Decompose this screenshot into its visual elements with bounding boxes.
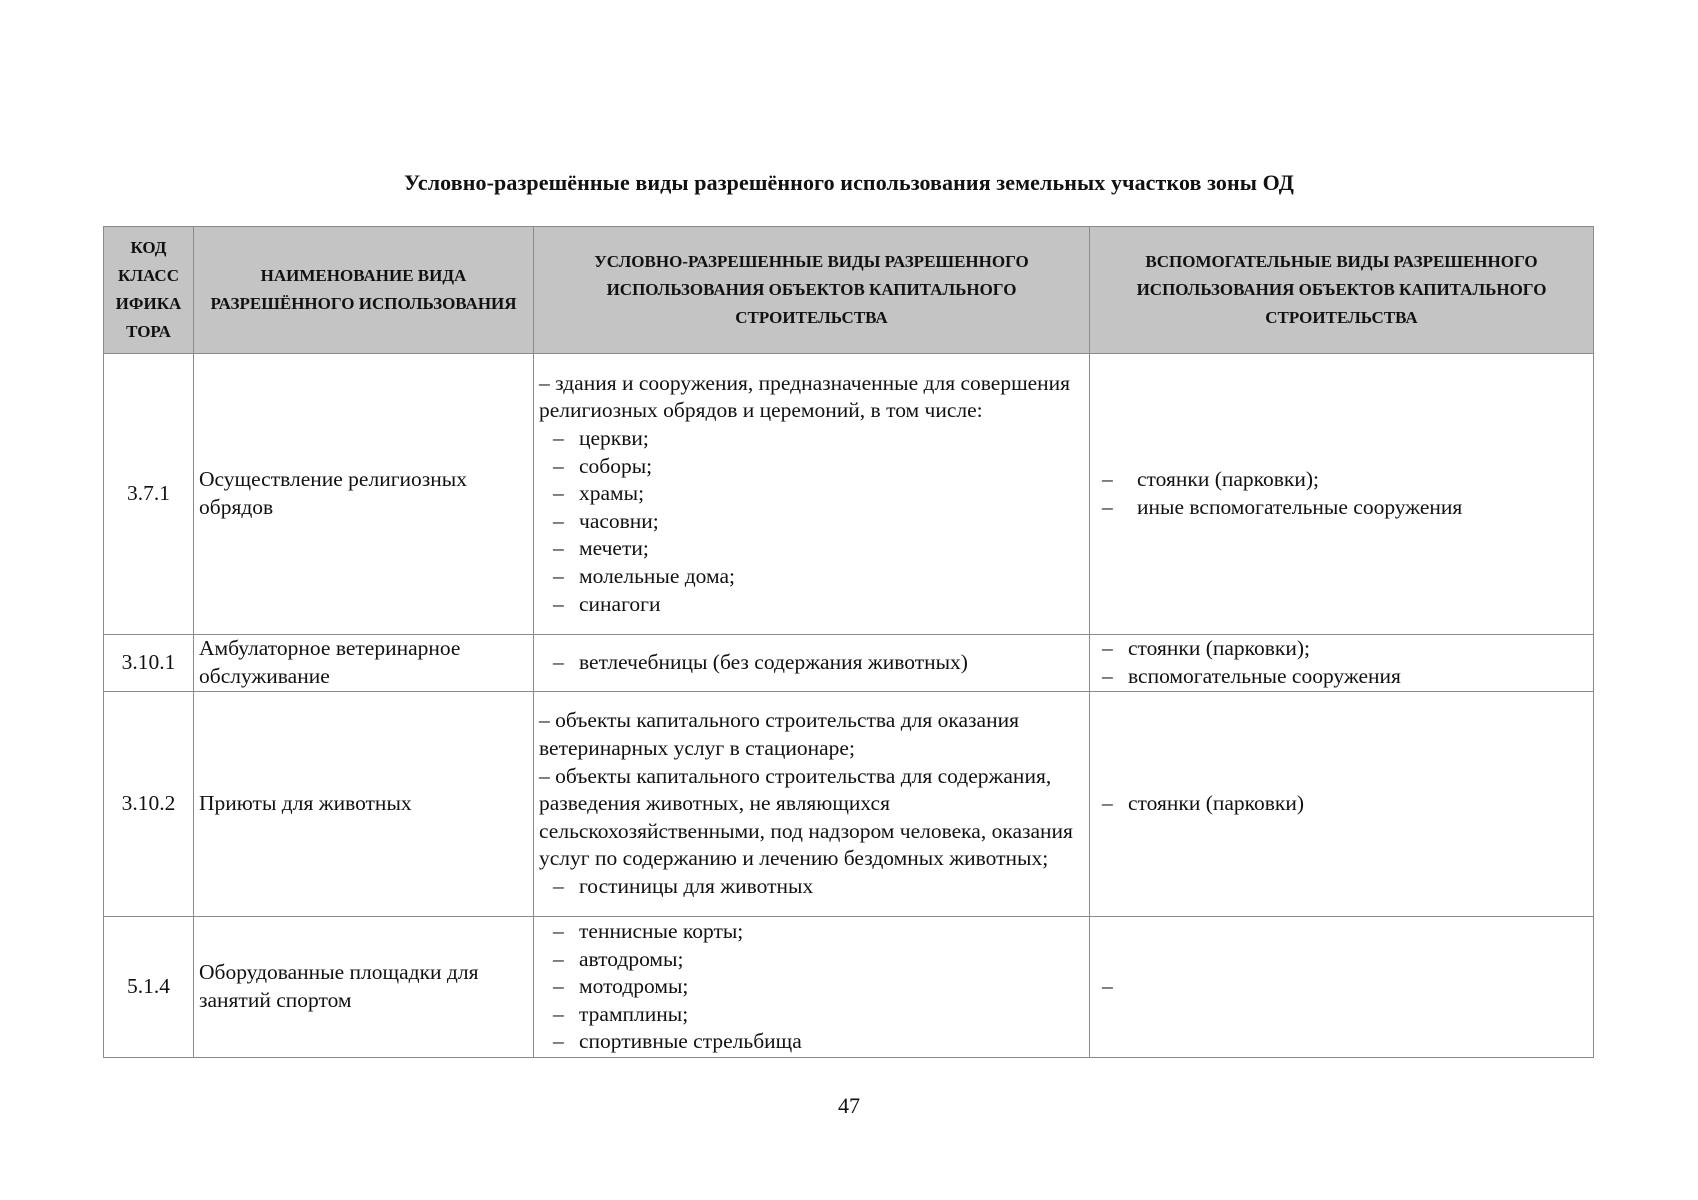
- list-item: [1095, 973, 1588, 1001]
- list-item-text: автодромы;: [579, 946, 684, 971]
- use-name-cell: Амбулаторное ветеринарное обслуживание: [194, 635, 534, 692]
- list-item-text: часовни;: [579, 508, 659, 533]
- code-cell: 3.7.1: [104, 354, 194, 635]
- dash-marker: –: [553, 919, 564, 944]
- table-row: [104, 917, 1594, 1058]
- auxiliary-uses-cell: [1090, 917, 1594, 1058]
- conditional-uses-cell: [534, 635, 1090, 692]
- list-item-text: стоянки (парковки): [1128, 791, 1305, 816]
- list-item: – здания и сооружения, предназначенные для совершения религиозных обрядов и церемоний, в том числе:: [539, 370, 1071, 423]
- list-item: [539, 563, 1084, 591]
- use-name-cell: Осуществление религиозных обрядов: [194, 354, 534, 635]
- list-item: [539, 453, 1084, 481]
- dash-marker: –: [553, 1001, 564, 1026]
- use-name-cell: Приюты для животных: [194, 692, 534, 917]
- list-item: [539, 1001, 1084, 1029]
- table-header-row: [104, 227, 1594, 354]
- list-item-text: ветлечебницы (без содержания животных): [579, 650, 968, 675]
- list-item: [539, 873, 1084, 901]
- list-item: [539, 973, 1084, 1001]
- dash-marker: –: [553, 481, 564, 506]
- dash-marker: –: [553, 508, 564, 533]
- dash-marker: –: [1102, 495, 1113, 519]
- list-item-text: церкви;: [579, 426, 649, 451]
- list-item: [539, 946, 1084, 974]
- auxiliary-uses-cell: [1090, 354, 1594, 635]
- list-item-text: храмы;: [579, 481, 645, 506]
- list-item: [1095, 663, 1588, 691]
- dash-marker: –: [553, 453, 564, 478]
- dash-marker: –: [553, 591, 564, 616]
- code-cell: 5.1.4: [104, 917, 194, 1058]
- list-item: [539, 425, 1084, 453]
- list-item-text: стоянки (парковки);: [1128, 636, 1311, 661]
- header-auxiliary: ВСПОМОГАТЕЛЬНЫЕ ВИДЫ РАЗРЕШЕННОГО ИСПОЛЬЗОВАНИЯ ОБЪЕКТОВ КАПИТАЛЬНОГО СТРОИТЕЛЬСТВА: [1090, 227, 1594, 354]
- dash-marker: –: [1102, 664, 1113, 688]
- list-item-text: мотодромы;: [579, 974, 689, 999]
- dash-marker: –: [553, 536, 564, 561]
- list-item: [1095, 635, 1588, 663]
- dash-marker: –: [553, 1029, 564, 1054]
- page-title: Условно-разрешённые виды разрешённого использования земельных участков зоны ОД: [404, 170, 1294, 195]
- dash-marker: –: [553, 563, 564, 588]
- list-item: [539, 480, 1084, 508]
- list-item: [1095, 494, 1588, 522]
- header-code: КОД КЛАСС ИФИКА ТОРА: [104, 227, 194, 354]
- dash-marker: –: [1102, 791, 1113, 816]
- list-item: [539, 591, 1084, 619]
- dash-marker: –: [553, 873, 564, 898]
- list-item-text: стоянки (парковки);: [1137, 467, 1320, 492]
- list-item-text: трамплины;: [579, 1001, 689, 1026]
- conditional-uses-cell: [534, 354, 1090, 635]
- list-item: [539, 535, 1084, 563]
- dash-marker: –: [553, 426, 564, 451]
- auxiliary-uses-cell: [1090, 635, 1594, 692]
- list-item-text: иные вспомогательные сооружения: [1137, 495, 1463, 519]
- list-item-text: соборы;: [579, 453, 653, 478]
- list-item: – объекты капитального строительства для оказания ветеринарных услуг в стационаре;: [539, 708, 1019, 761]
- list-item-text: вспомогательные сооружения: [1128, 664, 1401, 688]
- code-cell: 3.10.1: [104, 635, 194, 692]
- use-name-cell: Оборудованные площадки для занятий спортом: [194, 917, 534, 1058]
- list-item-text: мечети;: [579, 536, 649, 561]
- list-item: – объекты капитального строительства для содержания, разведения животных, не являющихся сельскохозяйственными, под надзором человека, оказания услуг по содержанию и лечению бездомных животных;: [539, 763, 1073, 871]
- conditional-uses-cell: [534, 692, 1090, 917]
- list-item-text: синагоги: [579, 591, 661, 616]
- table-row: [104, 354, 1594, 635]
- list-item: [539, 1028, 1084, 1056]
- list-item: [539, 508, 1084, 536]
- list-item: [539, 649, 1084, 677]
- zoning-table: [103, 226, 1594, 1058]
- code-cell: 3.10.2: [104, 692, 194, 917]
- header-name: НАИМЕНОВАНИЕ ВИДА РАЗРЕШЁННОГО ИСПОЛЬЗОВАНИЯ: [194, 227, 534, 354]
- list-item: [1095, 466, 1588, 494]
- dash-marker: –: [553, 650, 564, 675]
- dash-marker: –: [1102, 974, 1113, 999]
- list-item-text: молельные дома;: [579, 563, 736, 588]
- list-item-text: спортивные стрельбища: [579, 1029, 802, 1054]
- dash-marker: –: [1102, 467, 1113, 492]
- auxiliary-uses-cell: [1090, 692, 1594, 917]
- table-row: [104, 692, 1594, 917]
- dash-marker: –: [553, 946, 564, 971]
- conditional-uses-cell: [534, 917, 1090, 1058]
- header-conditional: УСЛОВНО-РАЗРЕШЕННЫЕ ВИДЫ РАЗРЕШЕННОГО ИСПОЛЬЗОВАНИЯ ОБЪЕКТОВ КАПИТАЛЬНОГО СТРОИТЕЛЬСТВА: [534, 227, 1090, 354]
- list-item-text: теннисные корты;: [579, 919, 744, 944]
- list-item-text: гостиницы для животных: [579, 873, 814, 898]
- list-item: [1095, 790, 1588, 818]
- list-item: [539, 918, 1084, 946]
- dash-marker: –: [553, 974, 564, 999]
- table-row: [104, 635, 1594, 692]
- dash-marker: –: [1102, 636, 1113, 661]
- page-number: 47: [838, 1093, 860, 1118]
